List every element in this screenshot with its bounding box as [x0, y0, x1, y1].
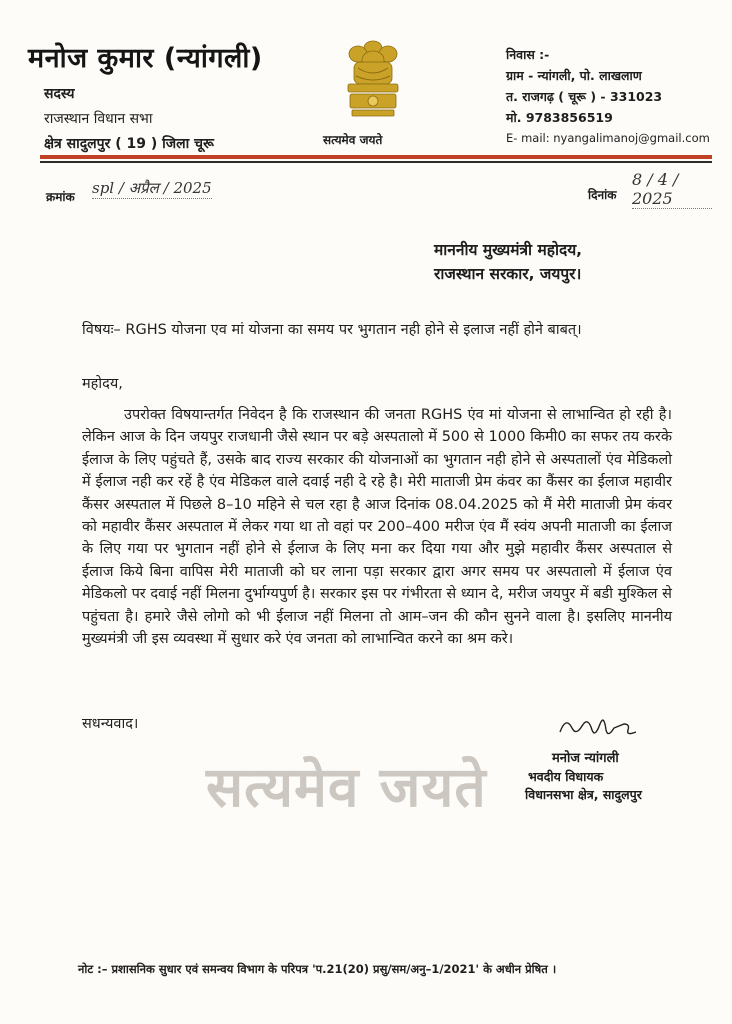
- satyamev-jayate-watermark: सत्यमेव जयते: [206, 754, 487, 819]
- date-label: दिनांक: [588, 188, 617, 202]
- address-title: निवास :-: [506, 47, 550, 62]
- letterhead-assembly: राजस्थान विधान सभा: [44, 111, 153, 127]
- signer-yours: भवदीय विधायक: [528, 769, 604, 784]
- letter-subject: विषयः– RGHS योजना एव मां योजना का समय पर भुगतान नही होने से इलाज नहीं होने बाबत्।: [82, 322, 582, 338]
- addressee-line-1: माननीय मुख्यमंत्री महोदय,: [434, 241, 583, 259]
- footer-note: नोट :– प्रशासनिक सुधार एवं समन्वय विभाग के परिपत्र 'प.21(20) प्रसु/सम/अनु–1/2021' के अधीन प्रेषित ।: [78, 962, 557, 976]
- reference-label: क्रमांक: [46, 190, 75, 204]
- signature-scribble-icon: [556, 712, 636, 748]
- header-rule-red: [40, 155, 712, 159]
- signer-name: मनोज न्यांगली: [552, 751, 619, 766]
- signer-title: विधानसभा क्षेत्र, सादुलपुर: [525, 787, 642, 802]
- national-emblem-icon: [340, 38, 406, 122]
- header-rule-dark: [40, 161, 712, 163]
- letterhead-constituency: क्षेत्र सादुलपुर ( 19 ) जिला चूरू: [44, 136, 214, 152]
- letter-body: उपरोक्त विषयान्तर्गत निवेदन है कि राजस्थान की जनता RGHS एंव मां योजना से लाभान्वित हो रही है। लेकिन आज के दिन जयपुर राजधानी जैसे स्थान पर बड़े अस्पतालो में 500 से 1000 किमी0 का सफर तय करके ईलाज के लिए पहुंचते हैं, उसके बाद राज्य सरकार की योजनाओं का भुगतान नही होने से अस्पतालों एंव मेडिकलो में ईलाज नही कर रहें है एंव मेडिकल वाले दवाई नही दे रहे है। मेरी माताजी प्रेम कंवर का कैंसर का ईलाज महावीर कैंसर अस्पताल में पिछले 8–10 महिने से चल रहा है आज दिनांक 08.04.2025 को मैं मेरी माताजी प्रेम कंवर को महावीर कैंसर अस्पताल में लेकर गया था तो वहां पर 200–400 मरीज एंव मैं स्वंय अपनी माताजी का ईलाज के लिए गया पर भुगतान नहीं होने से ईलाज के लिए मना कर दिया गया और मुझे महावीर कैंसर अस्पताल से ईलाज किये बिना वापिस मेरी माताजी को घर लाना पड़ा सरकार द्वारा अगर समय पर अस्पतालो में ईलाज एंव मेडिकलो पर दवाई नहीं मिलना दुर्भाग्यपुर्ण है। सरकार इस पर गंभीरता से ध्यान दे, मरीज जयपुर में बडी मुश्किल से पहुंचता है। हमारे जैसे लोगो को भी ईलाज नहीं मिलना तो आम–जन की कौन सुनने वाला है। इसलिए माननीय मुख्यमंत्री जी इस व्यवस्था में सुधार करे एंव जनता को लाभान्वित करने का श्रम करे।: [82, 407, 672, 648]
- letterhead-post: सदस्य: [44, 86, 75, 102]
- date-value: 8 / 4 / 2025: [632, 170, 712, 209]
- address-line-village: ग्राम - न्यांगली, पो. लाखलाण: [506, 68, 642, 83]
- address-line-tehsil: त. राजगढ़ ( चूरू ) - 331023: [506, 89, 663, 104]
- reference-number: spl / अप्रैल / 2025: [92, 179, 212, 197]
- mobile-number: मो. 9783856519: [506, 110, 613, 125]
- address-block: [506, 44, 710, 149]
- salutation: महोदय,: [82, 376, 123, 392]
- email-address: E- mail: nyangalimanoj@gmail.com: [506, 131, 710, 145]
- emblem-motto: सत्यमेव जयते: [323, 133, 383, 147]
- letterhead-name: मनोज कुमार (न्यांगली): [28, 43, 263, 74]
- closing-thanks: सधन्यवाद।: [82, 716, 139, 732]
- addressee-line-2: राजस्थान सरकार, जयपुर।: [434, 265, 582, 283]
